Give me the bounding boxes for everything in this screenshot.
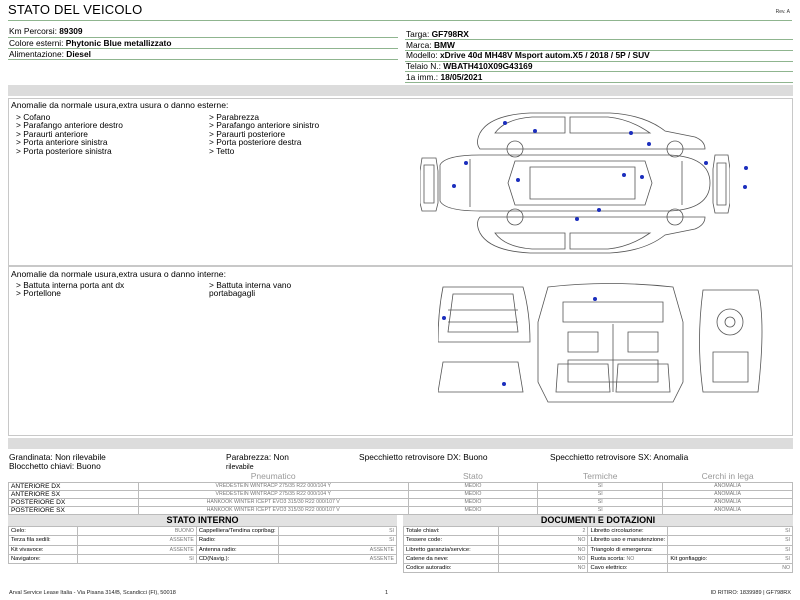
grandinata-row: Grandinata: Non rilevabile [9,452,106,462]
damage-marker [516,178,520,182]
page-title: STATO DEL VEICOLO [8,2,143,17]
colore-row: Colore esterni: Phytonic Blue metallizzato [9,38,172,48]
immatricolazione-row: 1a imm.: 18/05/2021 [406,72,483,82]
parabrezza-row: Parabrezza: Non rilevabile [226,452,289,471]
damage-marker [647,142,651,146]
table-row: POSTERIORE SX HANKOOK WINTER ICEPT EVO3 315/30 R22 000/107 V MEDIO SI ANOMALIA [9,506,793,514]
damage-marker [597,208,601,212]
table-row: Cielo: BUONO Cappelliera/Tendina copribag: SI [9,527,397,536]
damage-marker [744,166,748,170]
damage-marker [575,217,579,221]
targa-row: Targa: GF798RX [406,29,469,39]
interior-title: Anomalie da normale usura,extra usura o danno interne: [11,269,226,279]
table-row: Kit vivavoce: ASSENTE Antenna radio: ASSENTE [9,545,397,554]
modello-row: Modello: xDrive 40d MH48V Msport autom.X5 / 2018 / 5P / SUV [406,50,650,60]
specchietto-sx-row: Specchietto retrovisore SX: Anomalia [550,452,689,462]
damage-marker [593,297,597,301]
revision-label: Rev. A [775,9,790,15]
table-row: Tessere code: NO Libretto uso e manutenzione: SI [404,536,793,545]
table-row: Catene da neve: NO Ruota scorta: NO Kit gonfiaggio: SI [404,554,793,563]
footer-company: Arval Service Lease Italia - Via Pisana 314/B, Scandicci (FI), 50018 [9,590,176,596]
damage-marker [629,131,633,135]
damage-marker [640,175,644,179]
table-row: ANTERIORE DX VREDESTEIN WINTRACP 275/35 R22 000/104 Y MEDIO SI ANOMALIA [9,482,793,490]
exterior-list-2: > Parabrezza > Parafango anteriore sinistro > Paraurti posteriore > Porta posteriore destra > Tetto [209,112,320,156]
damage-marker [452,184,456,188]
footer-id: ID RITIRO: 1839989 | GF798RX [710,590,791,596]
damage-marker [502,382,506,386]
marca-row: Marca: BMW [406,40,455,50]
table-row: Terza fila sedili: ASSENTE Radio: SI [9,536,397,545]
exterior-title: Anomalie da normale usura,extra usura o danno esterne: [11,100,229,110]
title-rule [8,20,792,21]
interior-list-1: > Battuta interna porta ant dx > Portellone [16,280,125,299]
table-row: Codice autoradio: NO Cavo elettrico: NO [404,564,793,573]
tyre-table: Pneumatico Stato Termiche Cerchi in lega ANTERIORE DX VREDESTEIN WINTRACP 275/35 R22 000/104 Y MEDIO SI ANOMALIA ANTERIORE SX VREDESTEIN WINTRACP 275/35 R22 000/104 Y MEDIO SI ANOMALIA POSTERIORE DX HANKOOK WINTER ICEPT EVO3 315/30 R22 000/107 V MEDIO SI ANOMALIA POSTERIORE SX HANKOOK WINTER ICEPT EVO3 315/30 R22 000/107 V MEDIO SI ANOMALIA [8,471,793,515]
exterior-car-diagram [420,103,730,263]
footer-page-number: 1 [385,590,389,596]
table-row: ANTERIORE SX VREDESTEIN WINTRACP 275/35 R22 000/104 Y MEDIO SI ANOMALIA [9,490,793,498]
table-row: Navigatore: SI CD(Navig.): ASSENTE [9,554,397,563]
damage-marker [442,316,446,320]
km-row: Km Percorsi: 89309 [9,26,83,36]
damage-marker [533,129,537,133]
stato-interno-title: STATO INTERNO [8,515,397,526]
damage-marker [622,173,626,177]
telaio-row: Telaio N.: WBATH410X09G43169 [406,61,533,71]
alimentazione-row: Alimentazione: Diesel [9,49,91,59]
section-band [8,85,793,96]
table-row: Libretto garanzia/service: NO Triangolo di emergenza: SI [404,545,793,554]
damage-marker [503,121,507,125]
documenti-section [403,515,793,573]
specchietto-dx-row: Specchietto retrovisore DX: Buono [359,452,488,462]
stato-interno-section [8,515,397,564]
damage-marker [704,161,708,165]
documenti-title: DOCUMENTI E DOTAZIONI [403,515,793,526]
table-row: POSTERIORE DX HANKOOK WINTER ICEPT EVO3 315/30 R22 000/107 V MEDIO SI ANOMALIA [9,498,793,506]
damage-marker [464,161,468,165]
damage-marker [743,185,747,189]
summary-band [8,438,793,449]
table-row: Totale chiavi: 2 Libretto circolazione: SI [404,527,793,536]
interior-list-2: > Battuta interna vano portabagagli [209,280,292,299]
blocchetto-row: Blocchetto chiavi: Buono [9,461,101,471]
interior-car-diagram [438,282,768,432]
exterior-list-1: > Cofano > Parafango anteriore destro > Paraurti anteriore > Porta anteriore sinistra > Porta posteriore sinistra [16,112,123,156]
